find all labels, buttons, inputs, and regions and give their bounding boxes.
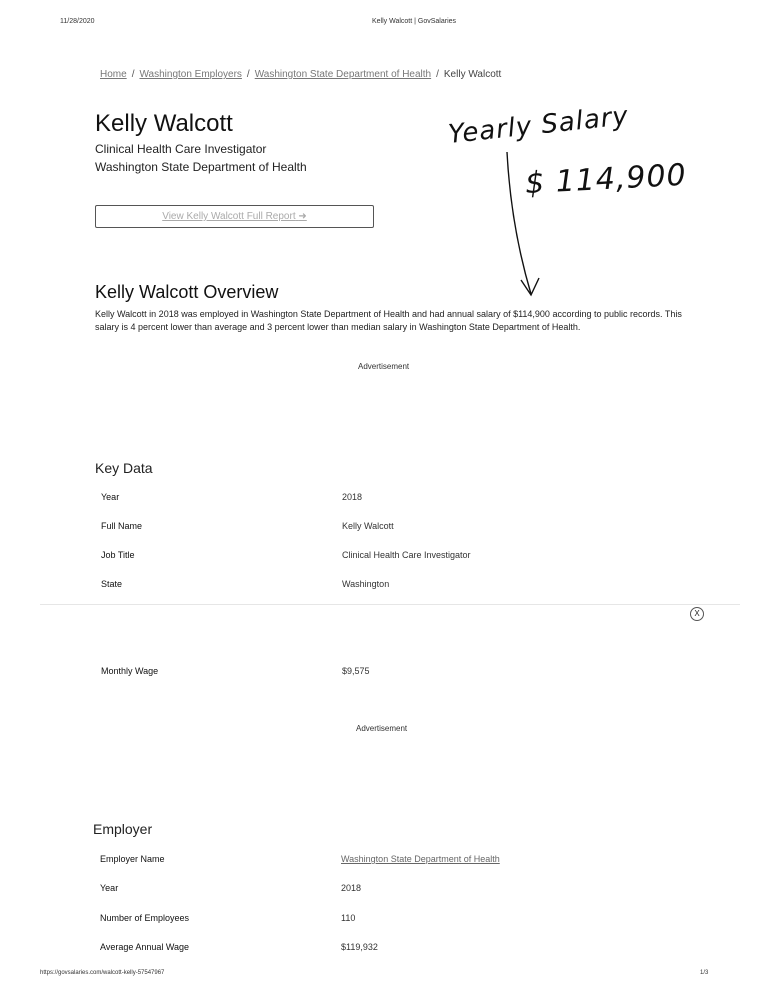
employer-value-name: [341, 854, 500, 864]
breadcrumb-separator: /: [131, 69, 135, 80]
key-data-value-full-name: Kelly Walcott: [342, 521, 394, 531]
breadcrumb-department[interactable]: Washington State Department of Health: [254, 69, 432, 80]
key-data-heading: Key Data: [95, 460, 153, 476]
print-date: 11/28/2020: [60, 18, 95, 25]
key-data-label-full-name: Full Name: [101, 521, 143, 531]
employer-value-year: 2018: [341, 883, 362, 893]
breadcrumb-separator: /: [246, 69, 250, 80]
arrow-right-icon: ➜: [298, 211, 307, 222]
advertisement-label: Advertisement: [356, 724, 408, 733]
employer-label-name: Employer Name: [100, 854, 165, 864]
employer-label-employees: Number of Employees: [100, 913, 190, 923]
key-data-label-year: Year: [101, 492, 120, 502]
employer-value-employees: 110: [341, 913, 356, 923]
key-data-value-state: Washington: [342, 579, 390, 589]
employer-label-average-wage: Average Annual Wage: [100, 942, 190, 952]
breadcrumb-separator: /: [436, 69, 439, 80]
view-full-report-button[interactable]: [95, 205, 374, 228]
employer-label-year: Year: [100, 883, 119, 893]
overview-text: Kelly Walcott in 2018 was employed in Washington State Department of Health and had annual salary of $114,900 according to public records. This salary is 4 percent lower than average and 3 percent lower than median salary in Washington State Department of Health.: [95, 309, 682, 332]
breadcrumb-home[interactable]: Home: [100, 69, 127, 80]
key-data-label-job-title: Job Title: [101, 550, 135, 560]
handwritten-label: Yearly Salary: [446, 101, 631, 150]
employer-heading: Employer: [93, 821, 153, 837]
close-ad-button[interactable]: X: [690, 607, 704, 621]
breadcrumb: [100, 69, 501, 80]
overlay-divider: [40, 604, 740, 605]
print-page-number: 1/3: [700, 970, 709, 976]
key-data-value-job-title: Clinical Health Care Investigator: [342, 550, 471, 560]
breadcrumb-current: Kelly Walcott: [443, 69, 502, 80]
overview-heading: Kelly Walcott Overview: [95, 282, 279, 302]
handwritten-arrow-icon: [495, 150, 545, 300]
print-page-title: Kelly Walcott | GovSalaries: [372, 18, 457, 25]
job-title: Clinical Health Care Investigator: [95, 142, 267, 156]
advertisement-label: Advertisement: [358, 362, 410, 371]
employer-subtitle: Washington State Department of Health: [95, 160, 307, 174]
employer-name-link[interactable]: Washington State Department of Health: [341, 854, 500, 864]
breadcrumb-washington-employers[interactable]: Washington Employers: [139, 69, 242, 80]
key-data-value-monthly-wage: $9,575: [342, 666, 370, 676]
handwritten-amount: $ 114,900: [524, 157, 688, 202]
key-data-label-state: State: [101, 579, 123, 589]
page-title: Kelly Walcott: [95, 110, 233, 137]
print-url: https://govsalaries.com/walcott-kelly-57547967: [40, 970, 165, 976]
key-data-value-year: 2018: [342, 492, 363, 502]
key-data-label-monthly-wage: Monthly Wage: [101, 666, 159, 676]
view-full-report-label: View Kelly Walcott Full Report: [162, 211, 296, 222]
employer-value-average-wage: $119,932: [341, 942, 378, 952]
